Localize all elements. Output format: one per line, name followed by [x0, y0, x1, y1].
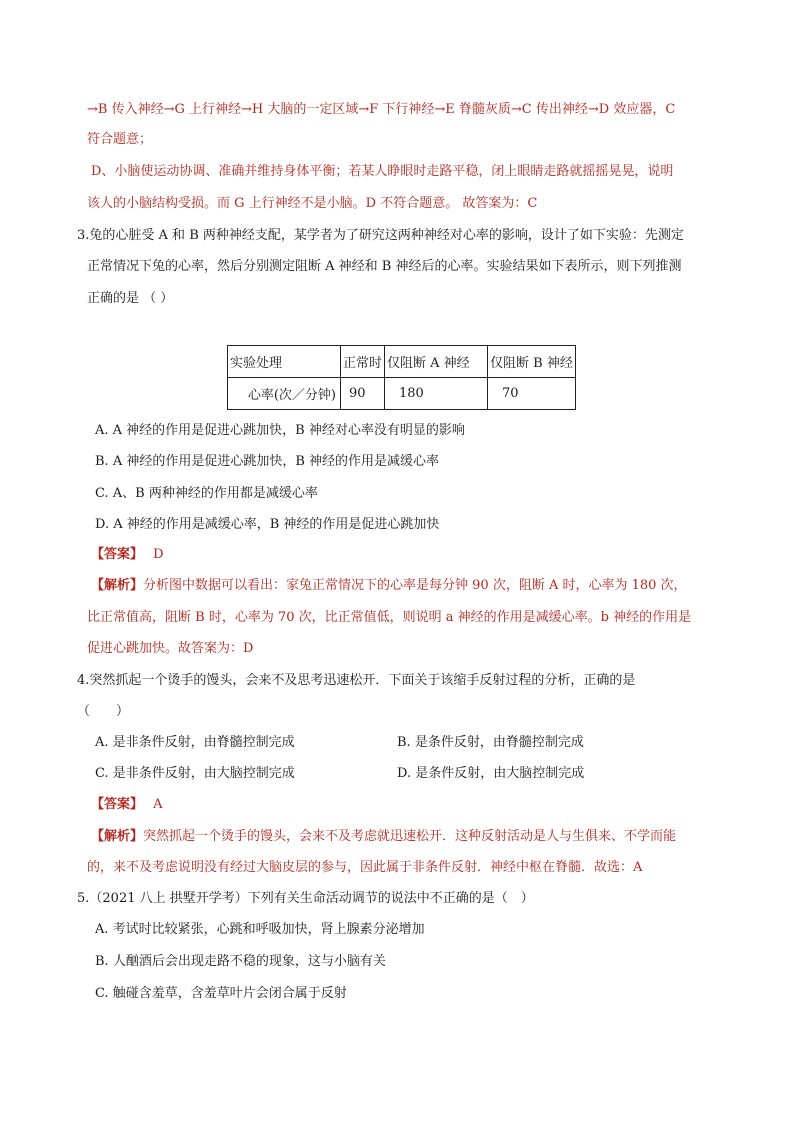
q3-stem-line-2: 正常情况下兔的心率，然后分别测定阻断 A 神经和 B 神经后的心率。实验结果如下表所示，则下列推测 — [87, 259, 682, 274]
answer-value: A — [153, 797, 163, 812]
q3-analysis-line-1 — [91, 577, 687, 595]
table-row-label: 心率(次／分钟) — [228, 378, 341, 410]
answer-tag: 【答案】 — [91, 547, 144, 562]
answer-value: D — [153, 547, 164, 562]
q5-option-a: A. 考试时比较紧张，心跳和呼吸加快，肾上腺素分泌增加 — [95, 922, 425, 937]
q5-option-c: C. 触碰含羞草，含羞草叶片会闭合属于反射 — [95, 986, 347, 1001]
table-cell: 70 — [488, 378, 576, 410]
q3-option-c: C. A、B 两种神经的作用都是减缓心率 — [95, 486, 318, 501]
q4-analysis-line-1 — [91, 828, 676, 846]
analysis-tag: 【解析】 — [91, 578, 144, 593]
table-header-row — [228, 346, 576, 378]
table-header-cell: 实验处理 — [228, 346, 341, 378]
q2-cont-line-1: →B 传入神经→G 上行神经→H 大脑的一定区域→F 下行神经→E 脊髓灰质→C 传出神经→D 效应器，C — [87, 102, 676, 117]
q3-data-table — [227, 345, 576, 410]
analysis-text: 分析图中数据可以看出：家兔正常情况下的心率是每分钟 90 次，阻断 A 时，心率为 180 次， — [143, 578, 687, 593]
table-header-cell: 仅阻断 B 神经 — [488, 346, 576, 378]
q2-cont-line-2: 符合题意； — [87, 132, 153, 147]
q4-option-a: A. 是非条件反射，由脊髓控制完成 — [95, 735, 295, 750]
q3-stem-line-3: 正确的是 （ ） — [87, 291, 174, 306]
table-header-cell: 正常时 — [341, 346, 385, 378]
q3-analysis-line-2: 比正常值高，阻断 B 时，心率为 70 次，比正常值低，则说明 a 神经的作用是减缓心率。b 神经的作用是 — [87, 610, 692, 625]
q3-stem-line-1: 3.兔的心脏受 A 和 B 两种神经支配，某学者为了研究这两种神经对心率的影响，设计了如下实验：先测定 — [77, 228, 684, 243]
analysis-tag: 【解析】 — [91, 829, 144, 844]
q4-answer — [91, 796, 163, 814]
q5-stem: 5.（2021 八上 拱墅开学考）下列有关生命活动调节的说法中不正确的是（ ） — [77, 891, 534, 906]
q5-option-b: B. 人酗酒后会出现走路不稳的现象，这与小脑有关 — [95, 954, 386, 969]
table-header-cell: 仅阻断 A 神经 — [385, 346, 488, 378]
q4-stem-line-2: （ ） — [77, 704, 130, 719]
table-cell: 180 — [385, 378, 488, 410]
q3-option-a: A. A 神经的作用是促进心跳加快，B 神经对心率没有明显的影响 — [95, 423, 465, 438]
q2-cont-line-4: 该人的小脑结构受损。而 G 上行神经不是小脑。D 不符合题意。 故答案为：C — [87, 196, 538, 211]
q3-answer — [91, 546, 164, 564]
q4-option-b: B. 是条件反射，由脊髓控制完成 — [397, 735, 584, 750]
q3-analysis-line-3: 促进心跳加快。故答案为：D — [87, 641, 254, 656]
q3-option-d: D. A 神经的作用是减缓心率，B 神经的作用是促进心跳加快 — [95, 517, 440, 532]
q4-option-d: D. 是条件反射，由大脑控制完成 — [397, 766, 585, 781]
analysis-text: 突然抓起一个烫手的馒头，会来不及考虑就迅速松开．这种反射活动是人与生俱来、不学而能 — [143, 829, 677, 844]
q3-option-b: B. A 神经的作用是促进心跳加快，B 神经的作用是减缓心率 — [95, 454, 440, 469]
q4-analysis-line-2: 的，来不及考虑说明没有经过大脑皮层的参与，因此属于非条件反射．神经中枢在脊髓．故选：A — [87, 860, 643, 875]
q4-stem-line-1: 4.突然抓起一个烫手的馒头，会来不及思考迅速松开．下面关于该缩手反射过程的分析，正确的是 — [77, 673, 636, 688]
table-row — [228, 378, 576, 410]
table-cell: 90 — [341, 378, 385, 410]
q2-cont-line-3: D、小脑使运动协调、准确并维持身体平衡；若某人睁眼时走路平稳，闭上眼睛走路就摇摇晃晃，说明 — [91, 164, 674, 179]
answer-tag: 【答案】 — [91, 797, 144, 812]
q4-option-c: C. 是非条件反射，由大脑控制完成 — [95, 766, 295, 781]
